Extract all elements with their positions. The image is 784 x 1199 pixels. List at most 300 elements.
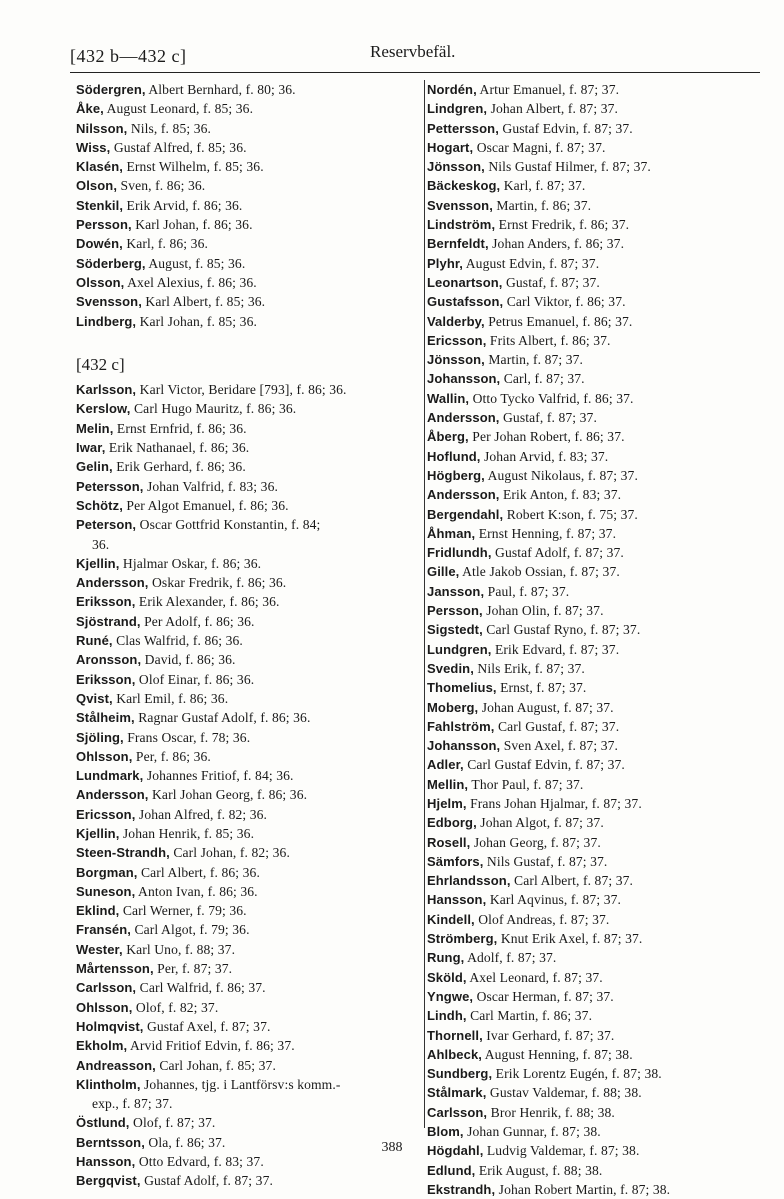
list-item <box>76 843 414 862</box>
entry-surname: Bergendahl, <box>427 506 504 522</box>
entry-details: Gustaf, f. 87; 37. <box>499 410 597 426</box>
entry-details: Carl Martin, f. 86; 37. <box>466 1008 593 1024</box>
entry-surname: Runé, <box>76 633 113 649</box>
entry-surname: Nilsson, <box>76 120 128 136</box>
entry-details: Artur Emanuel, f. 87; 37. <box>476 82 620 97</box>
entry-surname: Petersson, <box>76 478 144 494</box>
list-item <box>427 99 767 118</box>
entry-surname: Sigstedt, <box>427 622 483 638</box>
list-item <box>76 157 414 176</box>
list-item <box>427 1083 767 1102</box>
entry-details: Axel Alexius, f. 86; 36. <box>124 274 257 290</box>
entry-surname: Schötz, <box>76 497 123 513</box>
entry-details: Otto Edvard, f. 83; 37. <box>135 1154 264 1170</box>
list-item <box>76 920 414 939</box>
list-item <box>76 554 414 573</box>
entry-surname: Rosell, <box>427 834 471 850</box>
entry-surname: Åhman, <box>427 525 476 541</box>
entry-details: Carl Johan, f. 82; 36. <box>169 845 290 861</box>
list-item <box>76 978 414 997</box>
list-item <box>427 562 767 581</box>
list-item <box>76 766 414 785</box>
list-item <box>427 350 767 369</box>
list-item <box>76 312 414 331</box>
list-item <box>427 852 767 871</box>
list-item <box>76 689 414 708</box>
entry-surname: Thomelius, <box>427 680 497 696</box>
page-number: 388 <box>381 1140 403 1155</box>
list-item <box>76 1171 414 1190</box>
entry-details: Robert K:son, f. 75; 37. <box>503 506 638 522</box>
page-header <box>70 42 760 73</box>
entry-details: Erik Alexander, f. 86; 36. <box>135 594 280 610</box>
section-spacer <box>76 331 414 349</box>
list-item <box>76 438 414 457</box>
entry-details: Hjalmar Oskar, f. 86; 36. <box>119 555 262 571</box>
entry-surname: Stålheim, <box>76 710 135 726</box>
entry-details: August Leonard, f. 85; 36. <box>103 101 254 117</box>
entry-details: August Henning, f. 87; 38. <box>481 1046 633 1062</box>
entry-details: Sven, f. 86; 36. <box>117 178 206 194</box>
entry-details: Olof, f. 87; 37. <box>129 1115 216 1131</box>
list-item <box>427 582 767 601</box>
entry-surname: Pettersson, <box>427 120 499 136</box>
entry-details: August Nikolaus, f. 87; 37. <box>484 467 638 483</box>
entry-details: Carl Gustaf Edvin, f. 87; 37. <box>463 757 625 773</box>
list-item <box>427 1064 767 1083</box>
list-item <box>427 987 767 1006</box>
page-title: Reservbefäl. <box>370 42 456 61</box>
entry-details: Carl Gustaf, f. 87; 37. <box>494 718 620 734</box>
entry-surname: Fridlundh, <box>427 545 492 561</box>
entry-surname: Kjellin, <box>76 555 120 571</box>
list-item <box>427 1006 767 1025</box>
list-item <box>427 1180 767 1199</box>
entry-details: Karl Victor, Beridare [793], f. 86; 36. <box>136 382 347 398</box>
entry-details: Bror Henrik, f. 88; 38. <box>487 1104 615 1120</box>
entry-surname: Jönsson, <box>427 352 485 368</box>
entry-surname: Hansson, <box>427 892 487 908</box>
entry-surname: Bergqvist, <box>76 1173 141 1189</box>
entry-surname: Åberg, <box>427 429 469 445</box>
list-item <box>427 755 767 774</box>
list-item <box>76 747 414 766</box>
list-item <box>76 901 414 920</box>
entry-details: Karl Aqvinus, f. 87; 37. <box>486 892 621 908</box>
entry-details: Ragnar Gustaf Adolf, f. 86; 36. <box>134 710 311 726</box>
entry-surname: Hjelm, <box>427 795 467 811</box>
entry-surname: Edlund, <box>427 1162 476 1178</box>
entry-details: Oscar Gottfrid Konstantin, f. 84; <box>136 517 321 533</box>
entry-details: Anton Ivan, f. 86; 36. <box>135 883 258 899</box>
entry-details: Per Adolf, f. 86; 36. <box>140 613 255 629</box>
entry-surname: Leonartson, <box>427 274 503 290</box>
entry-details: Johan Arvid, f. 83; 37. <box>480 448 609 464</box>
entry-details: Per, f. 86; 36. <box>132 748 211 764</box>
list-item <box>76 176 414 195</box>
entry-surname: Holmqvist, <box>76 1018 144 1034</box>
entry-details: Ernst Fredrik, f. 86; 37. <box>495 217 630 233</box>
entry-surname: Gustafsson, <box>427 294 504 310</box>
entry-surname: Strömberg, <box>427 931 498 947</box>
list-item <box>427 620 767 639</box>
entry-details: Erik Gerhard, f. 86; 36. <box>112 459 246 475</box>
entry-surname: Bernfeldt, <box>427 236 489 252</box>
entry-details: Erik Lorentz Eugén, f. 87; 38. <box>492 1066 662 1082</box>
entry-surname: Lundmark, <box>76 768 144 784</box>
entry-details: David, f. 86; 36. <box>141 652 236 668</box>
entry-surname: Klasén, <box>76 159 123 175</box>
entry-surname: Carlsson, <box>427 1104 488 1120</box>
entry-details: Arvid Fritiof Edvin, f. 86; 37. <box>127 1038 295 1054</box>
entry-details: August Edvin, f. 87; 37. <box>463 255 600 271</box>
list-item <box>427 948 767 967</box>
list-item <box>76 119 414 138</box>
entry-surname: Svensson, <box>427 197 493 213</box>
list-item <box>76 573 414 592</box>
entry-details: Karl, f. 86; 36. <box>122 236 208 252</box>
entry-surname: Qvist, <box>76 690 113 706</box>
list-item <box>427 447 767 466</box>
entry-surname: Thornell, <box>427 1027 483 1043</box>
list-item <box>76 612 414 631</box>
entry-details: August, f. 85; 36. <box>145 255 246 271</box>
entry-surname: Melin, <box>76 420 114 436</box>
entry-details: Erik Edvard, f. 87; 37. <box>491 641 620 657</box>
entry-details: Knut Erik Axel, f. 87; 37. <box>497 931 643 947</box>
entry-surname: Wallin, <box>427 390 470 406</box>
list-item <box>76 399 414 418</box>
entry-details: Gustaf Alfred, f. 85; 36. <box>110 139 247 155</box>
entry-details: Karl Albert, f. 85; 36. <box>141 294 266 310</box>
list-item <box>427 1045 767 1064</box>
entry-details: Frans Johan Hjalmar, f. 87; 37. <box>466 795 642 811</box>
entry-details: Gustaf Adolf, f. 87; 37. <box>140 1173 273 1189</box>
list-item <box>76 80 414 99</box>
right-column <box>424 80 767 1197</box>
list-item <box>76 670 414 689</box>
list-item <box>76 215 414 234</box>
entry-surname: Högdahl, <box>427 1143 484 1159</box>
entry-details: Johan Gunnar, f. 87; 38. <box>463 1124 601 1140</box>
entry-details: Adolf, f. 87; 37. <box>464 950 557 966</box>
entry-surname: Nordén, <box>427 82 477 97</box>
entry-surname: Moberg, <box>427 699 479 715</box>
entry-surname: Rung, <box>427 950 465 966</box>
entry-surname: Hoflund, <box>427 448 481 464</box>
entry-surname: Sämfors, <box>427 853 484 869</box>
entry-details: Gustav Valdemar, f. 88; 38. <box>486 1085 642 1101</box>
list-item <box>427 331 767 350</box>
entry-surname: Lindberg, <box>76 313 137 329</box>
list-item <box>76 457 414 476</box>
entry-surname: Stålmark, <box>427 1085 487 1101</box>
entry-details: Johan Henrik, f. 85; 36. <box>119 825 255 841</box>
list-item <box>76 863 414 882</box>
entry-surname: Persson, <box>76 217 132 233</box>
entry-details: Nils, f. 85; 36. <box>127 120 212 136</box>
entry-list-right <box>427 80 767 1199</box>
entry-details: Gustaf Edvin, f. 87; 37. <box>498 120 633 136</box>
entry-surname: Svensson, <box>76 294 142 310</box>
entry-surname: Andersson, <box>427 487 500 503</box>
entry-surname: Högberg, <box>427 467 485 483</box>
list-item <box>427 601 767 620</box>
list-item <box>427 1161 767 1180</box>
list-item <box>76 234 414 253</box>
entry-surname: Borgman, <box>76 864 138 880</box>
entry-surname: Södergren, <box>76 82 146 97</box>
list-item <box>76 940 414 959</box>
entry-details: Johan Alfred, f. 82; 36. <box>135 806 268 822</box>
entry-surname: Valderby, <box>427 313 485 329</box>
entry-surname: Suneson, <box>76 883 136 899</box>
list-item <box>427 929 767 948</box>
entry-surname: Söderberg, <box>76 255 146 271</box>
section-heading: [432 c] <box>76 354 125 374</box>
entry-surname: Olson, <box>76 178 118 194</box>
entry-details: Johan Anders, f. 86; 37. <box>488 236 625 252</box>
list-item <box>76 805 414 824</box>
list-item <box>427 794 767 813</box>
list-item <box>76 99 414 118</box>
entry-continuation: 36. <box>92 536 110 552</box>
list-item <box>427 813 767 832</box>
list-item <box>427 273 767 292</box>
entry-details: Johannes, tjg. i Lantförsv:s komm.- <box>140 1076 341 1092</box>
list-item <box>427 157 767 176</box>
entry-details: Atle Jakob Ossian, f. 87; 37. <box>459 564 620 580</box>
entry-details: Olof, f. 82; 37. <box>132 999 219 1015</box>
list-item <box>76 419 414 438</box>
list-item <box>427 485 767 504</box>
entry-surname: Ohlsson, <box>76 999 133 1015</box>
entry-surname: Sköld, <box>427 969 467 985</box>
list-item <box>427 678 767 697</box>
list-item <box>76 196 414 215</box>
entry-details: Gustaf, f. 87; 37. <box>502 274 600 290</box>
entry-surname: Hansson, <box>76 1154 136 1170</box>
entry-surname: Lindh, <box>427 1008 467 1024</box>
entry-details: Petrus Emanuel, f. 86; 37. <box>484 313 633 329</box>
entry-surname: Lindström, <box>427 217 496 233</box>
entry-details: Carl Hugo Mauritz, f. 86; 36. <box>130 401 297 417</box>
list-item <box>427 196 767 215</box>
list-item <box>427 505 767 524</box>
entry-details: Nils Gustaf Hilmer, f. 87; 37. <box>484 159 651 175</box>
entry-details: Karl Johan, f. 85; 36. <box>136 313 257 329</box>
list-item <box>76 708 414 727</box>
entry-details: Nils Erik, f. 87; 37. <box>473 660 585 676</box>
list-item <box>76 254 414 273</box>
entry-details: Carl Albert, f. 86; 36. <box>137 864 260 880</box>
entry-surname: Ericsson, <box>76 806 136 822</box>
entry-surname: Plyhr, <box>427 255 464 271</box>
entry-details: Carl Walfrid, f. 86; 37. <box>136 980 266 996</box>
entry-details: Erik Nathanael, f. 86; 36. <box>105 440 250 456</box>
entry-details: Johan Algot, f. 87; 37. <box>476 815 604 831</box>
entry-surname: Dowén, <box>76 236 123 252</box>
entry-surname: Fransén, <box>76 922 131 938</box>
entry-surname: Ericsson, <box>427 332 487 348</box>
list-item <box>76 785 414 804</box>
list-item <box>76 1075 414 1114</box>
list-item <box>427 910 767 929</box>
entry-surname: Blom, <box>427 1124 464 1140</box>
entry-surname: Gelin, <box>76 459 113 475</box>
list-item <box>427 1122 767 1141</box>
entry-details: Thor Paul, f. 87; 37. <box>468 776 584 792</box>
list-item <box>427 968 767 987</box>
entry-details: Johan Valfrid, f. 83; 36. <box>143 478 278 494</box>
list-item <box>427 736 767 755</box>
entry-details: Ludvig Valdemar, f. 87; 38. <box>483 1143 640 1159</box>
entry-details: Erik August, f. 88; 38. <box>475 1162 603 1178</box>
entry-details: Oskar Fredrik, f. 86; 36. <box>148 575 287 591</box>
entry-surname: Andersson, <box>76 787 149 803</box>
list-item <box>76 728 414 747</box>
entry-surname: Eklind, <box>76 903 120 919</box>
entry-details: Olof Andreas, f. 87; 37. <box>474 911 610 927</box>
entry-details: Per Johan Robert, f. 86; 37. <box>468 429 625 445</box>
entry-surname: Gille, <box>427 564 460 580</box>
list-item <box>427 659 767 678</box>
list-item <box>427 312 767 331</box>
list-item <box>427 833 767 852</box>
list-item <box>427 408 767 427</box>
entry-continuation: exp., f. 87; 37. <box>92 1096 173 1112</box>
entry-surname: Aronsson, <box>76 652 142 668</box>
entry-details: Axel Leonard, f. 87; 37. <box>466 969 603 985</box>
list-item <box>76 592 414 611</box>
entry-details: Carl Algot, f. 79; 36. <box>130 922 250 938</box>
entry-list-432c <box>76 380 414 1190</box>
entry-surname: Stenkil, <box>76 197 124 213</box>
entry-surname: Kjellin, <box>76 825 120 841</box>
entry-surname: Peterson, <box>76 517 137 533</box>
entry-details: Oscar Magni, f. 87; 37. <box>473 139 606 155</box>
entry-details: Olof Einar, f. 86; 36. <box>135 671 255 687</box>
list-item <box>427 215 767 234</box>
entry-details: Gustaf Axel, f. 87; 37. <box>143 1018 271 1034</box>
entry-surname: Hogart, <box>427 139 474 155</box>
entry-details: Clas Walfrid, f. 86; 36. <box>112 633 243 649</box>
list-item <box>427 389 767 408</box>
entry-surname: Fahlström, <box>427 718 495 734</box>
entry-details: Karl Emil, f. 86; 36. <box>112 690 229 706</box>
list-item <box>76 1113 414 1132</box>
list-item <box>427 427 767 446</box>
entry-details: Sven Axel, f. 87; 37. <box>500 738 618 754</box>
entry-surname: Persson, <box>427 603 483 619</box>
list-item <box>76 1036 414 1055</box>
entry-details: Frans Oscar, f. 78; 36. <box>123 729 251 745</box>
entry-details: Johan Albert, f. 87; 37. <box>487 101 618 117</box>
list-item <box>427 369 767 388</box>
page-range: [432 b—432 c] <box>70 46 187 66</box>
entry-details: Nils Gustaf, f. 87; 37. <box>483 853 608 869</box>
list-item <box>427 254 767 273</box>
entry-details: Carl Albert, f. 87; 37. <box>510 873 634 889</box>
list-item <box>76 496 414 515</box>
entry-details: Per, f. 87; 37. <box>153 961 233 977</box>
left-column <box>76 80 414 1191</box>
entry-surname: Iwar, <box>76 440 106 456</box>
list-item <box>427 717 767 736</box>
entry-details: Ernst Henning, f. 87; 37. <box>475 525 617 541</box>
entry-surname: Jansson, <box>427 583 485 599</box>
entry-details: Erik Arvid, f. 86; 36. <box>123 197 243 213</box>
entry-details: Ernst Ernfrid, f. 86; 36. <box>113 420 247 436</box>
entry-details: Johan August, f. 87; 37. <box>478 699 614 715</box>
list-item <box>76 631 414 650</box>
entry-surname: Wiss, <box>76 139 111 155</box>
entry-details: Ivar Gerhard, f. 87; 37. <box>482 1027 615 1043</box>
entry-surname: Bäckeskog, <box>427 178 501 194</box>
entry-details: Carl, f. 87; 37. <box>500 371 585 387</box>
list-item <box>76 959 414 978</box>
entry-details: Paul, f. 87; 37. <box>484 583 570 599</box>
entry-surname: Östlund, <box>76 1115 130 1131</box>
entry-surname: Ehrlandsson, <box>427 873 511 889</box>
list-item <box>427 80 767 99</box>
entry-details: Johan Olin, f. 87; 37. <box>482 603 604 619</box>
list-item <box>427 524 767 543</box>
list-item <box>427 698 767 717</box>
list-item <box>427 234 767 253</box>
entry-surname: Klintholm, <box>76 1076 141 1092</box>
list-item <box>427 1103 767 1122</box>
list-item <box>76 824 414 843</box>
list-item <box>76 292 414 311</box>
list-item <box>427 775 767 794</box>
entry-surname: Mårtensson, <box>76 961 154 977</box>
entry-surname: Lundgren, <box>427 641 492 657</box>
list-item <box>427 176 767 195</box>
entry-details: Martin, f. 86; 37. <box>492 197 592 213</box>
entry-surname: Andersson, <box>427 410 500 426</box>
entry-surname: Ekstrandh, <box>427 1181 496 1197</box>
entry-surname: Karlsson, <box>76 382 137 398</box>
entry-surname: Kindell, <box>427 911 475 927</box>
entry-surname: Eriksson, <box>76 671 136 687</box>
list-item <box>76 650 414 669</box>
entry-surname: Johansson, <box>427 738 501 754</box>
list-item <box>427 640 767 659</box>
list-item <box>76 882 414 901</box>
entry-surname: Sjöling, <box>76 729 124 745</box>
entry-surname: Åke, <box>76 101 104 117</box>
entry-surname: Lindgren, <box>427 101 488 117</box>
entry-details: Karl Johan, f. 86; 36. <box>131 217 253 233</box>
entry-details: Ernst, f. 87; 37. <box>496 680 587 696</box>
entry-details: Carl Werner, f. 79; 36. <box>119 903 247 919</box>
entry-surname: Sundberg, <box>427 1066 493 1082</box>
entry-details: Frits Albert, f. 86; 37. <box>486 332 611 348</box>
entry-details: Karl Johan Georg, f. 86; 36. <box>148 787 308 803</box>
entry-surname: Wester, <box>76 941 123 957</box>
list-item <box>76 273 414 292</box>
list-item <box>76 1056 414 1075</box>
entry-surname: Andreasson, <box>76 1057 156 1073</box>
entry-surname: Berntsson, <box>76 1134 145 1150</box>
entry-surname: Steen-Strandh, <box>76 845 170 861</box>
list-item <box>427 543 767 562</box>
entry-surname: Carlsson, <box>76 980 137 996</box>
list-item <box>76 477 414 496</box>
list-item <box>427 890 767 909</box>
entry-details: Gustaf Adolf, f. 87; 37. <box>491 545 624 561</box>
